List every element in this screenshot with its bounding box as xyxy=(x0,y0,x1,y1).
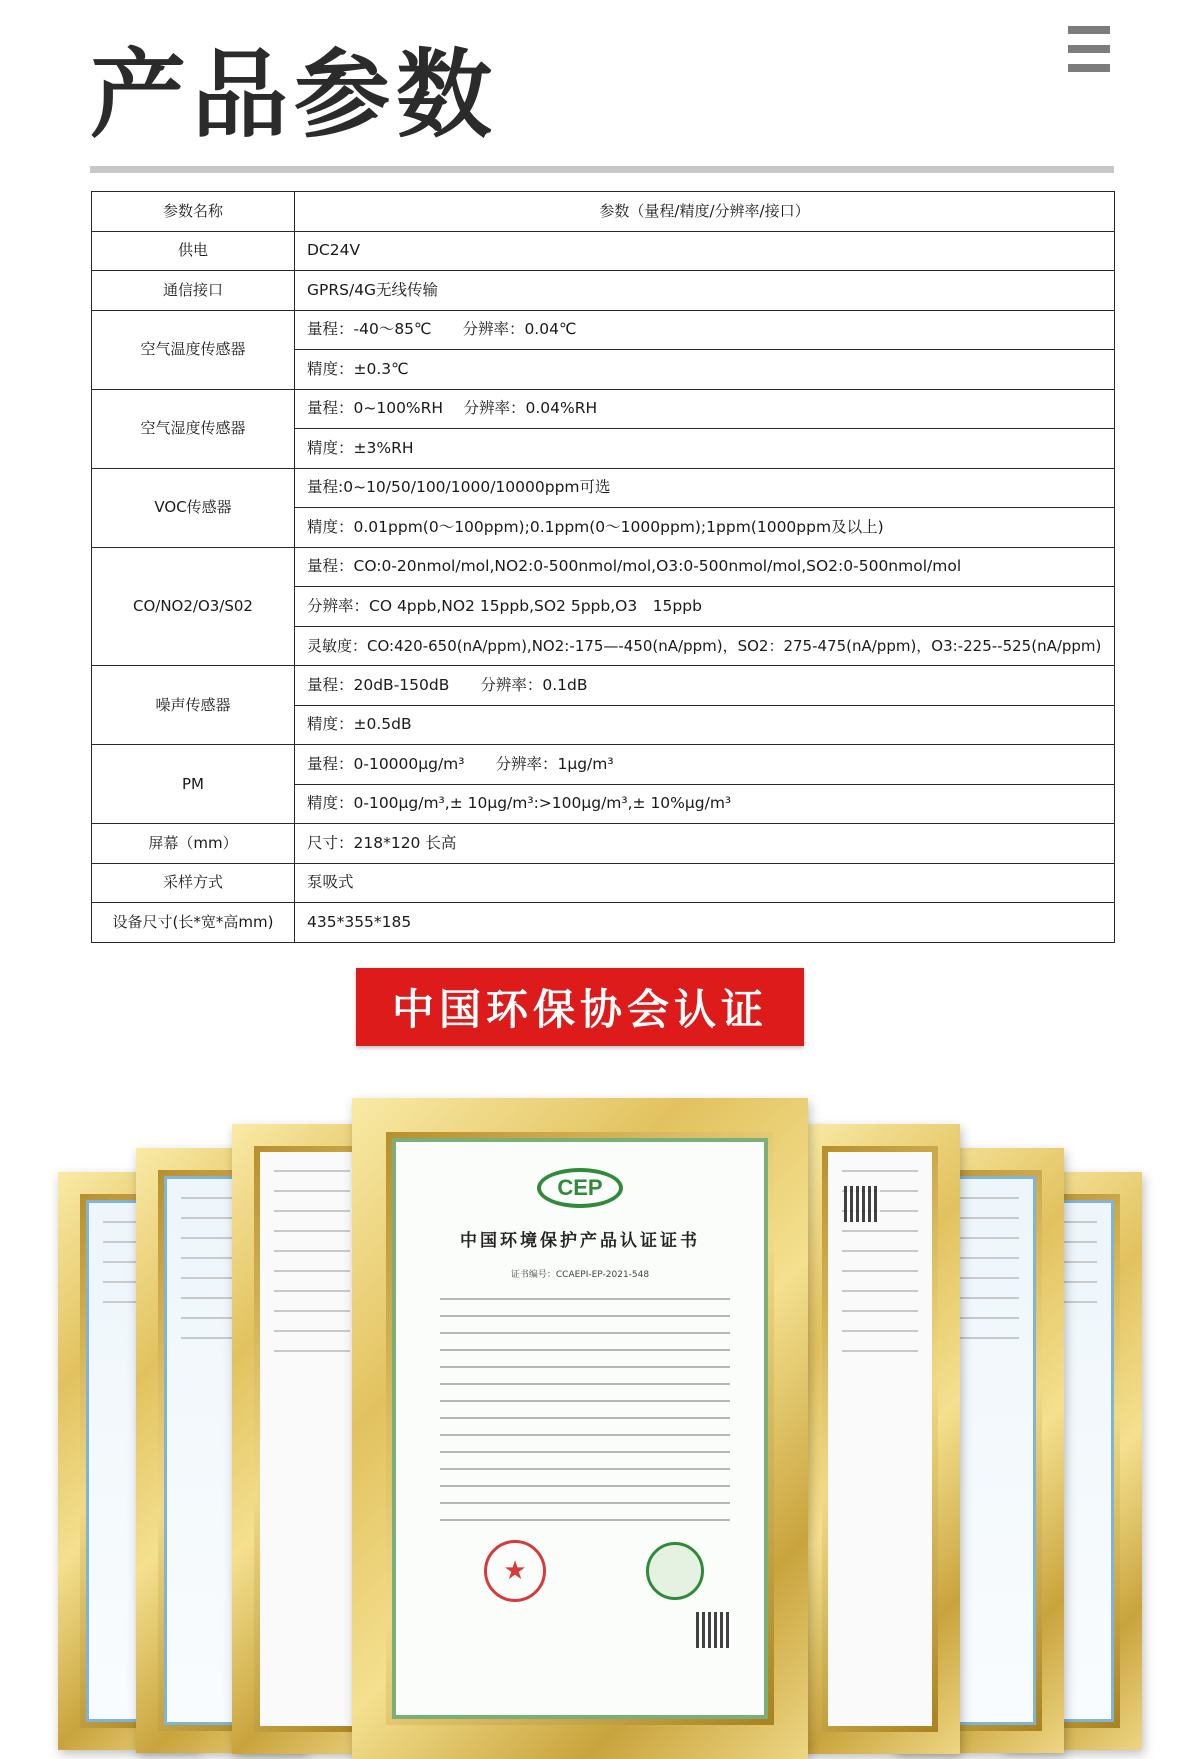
table-row xyxy=(92,389,1115,429)
green-seal-icon xyxy=(646,1542,704,1600)
row-value: DC24V xyxy=(295,231,1115,271)
table-header-row xyxy=(92,192,1115,232)
row-value: 435*355*185 xyxy=(295,903,1115,943)
row-value: 量程：-40～85℃ 分辨率：0.04℃ xyxy=(295,310,1115,350)
title-divider xyxy=(90,166,1114,173)
row-label: 供电 xyxy=(92,231,295,271)
certificates-display xyxy=(0,1090,1200,1759)
table-row xyxy=(92,863,1115,903)
row-value: 量程：0~100%RH 分辨率：0.04%RH xyxy=(295,389,1115,429)
row-value: 量程：CO:0-20nmol/mol,NO2:0-500nmol/mol,O3:0-500nmol/mol,SO2:0-500nmol/mol xyxy=(295,547,1115,587)
table-row xyxy=(92,745,1115,785)
header-name-cell: 参数名称 xyxy=(92,192,295,232)
row-value: 精度：0.01ppm(0～100ppm);0.1ppm(0～1000ppm);1ppm(1000ppm及以上) xyxy=(295,508,1115,548)
row-value: 尺寸：218*120 长高 xyxy=(295,824,1115,864)
table-row xyxy=(92,271,1115,311)
page-title: 产品参数 xyxy=(90,39,498,151)
row-value: 精度：±0.3℃ xyxy=(295,350,1115,390)
row-value: 分辨率：CO 4ppb,NO2 15ppb,SO2 5ppb,O3 15ppb xyxy=(295,587,1115,627)
row-value: GPRS/4G无线传输 xyxy=(295,271,1115,311)
row-label: 屏幕（mm） xyxy=(92,824,295,864)
row-value: 精度：0-100μg/m³,± 10μg/m³:>100μg/m³,± 10%μg/m³ xyxy=(295,784,1115,824)
table-row xyxy=(92,310,1115,350)
certificate-number: 证书编号：CCAEPI-EP-2021-548 xyxy=(510,1270,650,1280)
qr-code-icon xyxy=(696,1612,732,1648)
row-label: 噪声传感器 xyxy=(92,666,295,745)
certificate-title: 中国环境保护产品认证证书 xyxy=(460,1231,700,1251)
cep-logo: CEP xyxy=(537,1168,623,1208)
table-row xyxy=(92,666,1115,706)
table-row xyxy=(92,903,1115,943)
certification-banner: 中国环保协会认证 xyxy=(356,968,804,1046)
menu-icon[interactable] xyxy=(1068,26,1110,72)
row-value: 精度：±3%RH xyxy=(295,429,1115,469)
header-value-cell: 参数（量程/精度/分辨率/接口） xyxy=(295,192,1115,232)
table-row xyxy=(92,231,1115,271)
table-row xyxy=(92,824,1115,864)
row-value: 泵吸式 xyxy=(295,863,1115,903)
table-row xyxy=(92,547,1115,587)
cep-certificate-frame xyxy=(352,1098,808,1759)
qr-code-icon xyxy=(844,1186,880,1222)
row-label: VOC传感器 xyxy=(92,468,295,547)
table-row xyxy=(92,468,1115,508)
spec-table xyxy=(91,191,1115,943)
row-label: PM xyxy=(92,745,295,824)
certificate-frame xyxy=(800,1124,960,1754)
row-value: 量程：0-10000μg/m³ 分辨率：1μg/m³ xyxy=(295,745,1115,785)
row-value: 精度：±0.5dB xyxy=(295,705,1115,745)
row-label: 采样方式 xyxy=(92,863,295,903)
row-label: 设备尺寸(长*宽*高mm) xyxy=(92,903,295,943)
row-value: 量程:0~10/50/100/1000/10000ppm可选 xyxy=(295,468,1115,508)
row-label: CO/NO2/O3/S02 xyxy=(92,547,295,666)
row-value: 量程：20dB-150dB 分辨率：0.1dB xyxy=(295,666,1115,706)
row-value: 灵敏度：CO:420-650(nA/ppm),NO2:-175—-450(nA/ppm)，SO2：275-475(nA/ppm)，O3:-225--525(nA/ppm) xyxy=(295,626,1115,666)
row-label: 空气温度传感器 xyxy=(92,310,295,389)
row-label: 通信接口 xyxy=(92,271,295,311)
red-seal-icon: ★ xyxy=(484,1540,546,1602)
row-label: 空气湿度传感器 xyxy=(92,389,295,468)
